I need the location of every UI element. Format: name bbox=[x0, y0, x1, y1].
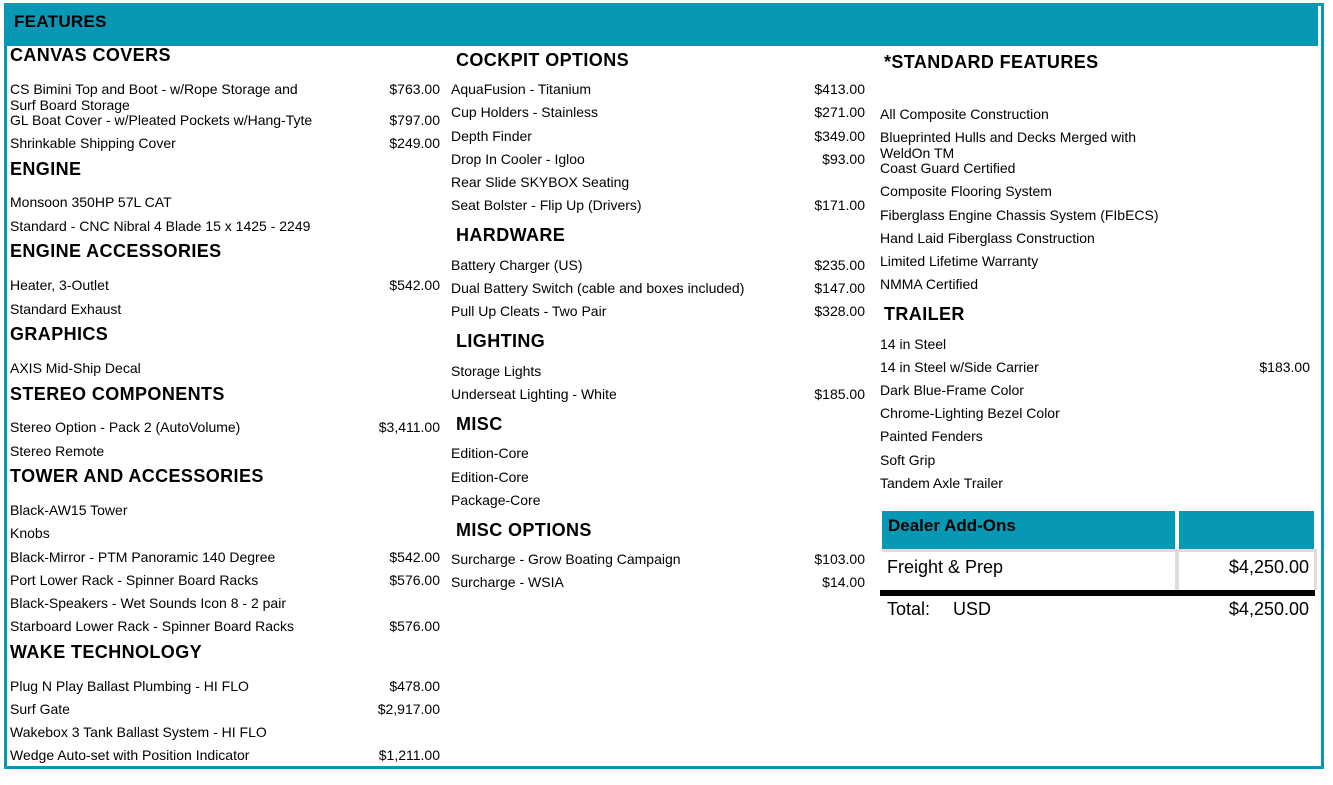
item-name: 14 in Steel w/Side Carrier bbox=[880, 359, 1039, 375]
section-heading-standard-features: *STANDARD FEATURES bbox=[884, 52, 1099, 72]
dealer-item-name: Freight & Prep bbox=[887, 557, 1004, 577]
item-price: $349.00 bbox=[814, 128, 865, 144]
item-price: $235.00 bbox=[814, 257, 865, 273]
item-name: Blueprinted Hulls and Decks Merged with bbox=[880, 129, 1137, 145]
section-heading-cockpit-options: COCKPIT OPTIONS bbox=[456, 50, 630, 70]
section-heading-stereo-components: STEREO COMPONENTS bbox=[10, 384, 225, 404]
section-heading-engine-accessories: ENGINE ACCESSORIES bbox=[10, 241, 222, 261]
item-name: Coast Guard Certified bbox=[880, 160, 1016, 176]
item-name: Wedge Auto-set with Position Indicator bbox=[10, 747, 250, 763]
item-price: $185.00 bbox=[814, 386, 865, 402]
item-name: Hand Laid Fiberglass Construction bbox=[880, 230, 1095, 246]
item-price: $249.00 bbox=[389, 135, 440, 151]
item-name: Standard - CNC Nibral 4 Blade 15 x 1425 - 2249 bbox=[10, 218, 311, 234]
section-heading-hardware: HARDWARE bbox=[456, 225, 566, 245]
item-name: Black-Mirror - PTM Panoramic 140 Degree bbox=[10, 549, 276, 565]
total-rule bbox=[880, 590, 1315, 596]
section-heading-graphics: GRAPHICS bbox=[10, 324, 109, 344]
section-heading-misc-options: MISC OPTIONS bbox=[456, 520, 592, 540]
item-price: $328.00 bbox=[814, 303, 865, 319]
item-price: $171.00 bbox=[814, 197, 865, 213]
item-price: $147.00 bbox=[814, 280, 865, 296]
item-name: Plug N Play Ballast Plumbing - HI FLO bbox=[10, 678, 249, 694]
item-price: $103.00 bbox=[814, 551, 865, 567]
item-name: Black-AW15 Tower bbox=[10, 502, 128, 518]
item-name: Shrinkable Shipping Cover bbox=[10, 135, 176, 151]
item-name: Composite Flooring System bbox=[880, 183, 1052, 199]
item-price: $271.00 bbox=[814, 104, 865, 120]
section-heading-lighting: LIGHTING bbox=[456, 331, 546, 351]
item-name: Wakebox 3 Tank Ballast System - HI FLO bbox=[10, 724, 267, 740]
item-price: $797.00 bbox=[389, 112, 440, 128]
dealer-item-price: $4,250.00 bbox=[1228, 557, 1309, 577]
item-price: $542.00 bbox=[389, 277, 440, 293]
dealer-column-divider bbox=[1175, 549, 1179, 590]
item-name: AXIS Mid-Ship Decal bbox=[10, 360, 141, 376]
item-name: Tandem Axle Trailer bbox=[880, 475, 1003, 491]
item-name: CS Bimini Top and Boot - w/Rope Storage and bbox=[10, 81, 298, 97]
item-name: Surcharge - WSIA bbox=[451, 574, 564, 590]
item-name: Pull Up Cleats - Two Pair bbox=[451, 303, 607, 319]
item-price: $576.00 bbox=[389, 618, 440, 634]
item-name: Starboard Lower Rack - Spinner Board Racks bbox=[10, 618, 295, 634]
total-label: Total: bbox=[887, 599, 931, 619]
features-banner bbox=[4, 3, 1318, 46]
item-price: $413.00 bbox=[814, 81, 865, 97]
item-price: $1,211.00 bbox=[378, 747, 440, 763]
item-name: Monsoon 350HP 57L CAT bbox=[10, 194, 172, 210]
item-name: Seat Bolster - Flip Up (Drivers) bbox=[451, 197, 642, 213]
item-price: $14.00 bbox=[822, 574, 865, 590]
item-name: Cup Holders - Stainless bbox=[451, 104, 599, 120]
item-price: $576.00 bbox=[389, 572, 440, 588]
section-heading-engine: ENGINE bbox=[10, 159, 82, 179]
section-heading-tower-and-accessories: TOWER AND ACCESSORIES bbox=[10, 466, 264, 486]
item-name: Surf Gate bbox=[10, 701, 70, 717]
item-name-continued: WeldOn TM bbox=[880, 145, 955, 161]
item-price: $3,411.00 bbox=[378, 419, 440, 435]
item-name: Dark Blue-Frame Color bbox=[880, 382, 1024, 398]
item-name: Chrome-Lighting Bezel Color bbox=[880, 405, 1060, 421]
item-name: Standard Exhaust bbox=[10, 301, 122, 317]
item-price: $2,917.00 bbox=[377, 701, 440, 717]
item-name: All Composite Construction bbox=[880, 106, 1049, 122]
item-name: Edition-Core bbox=[451, 469, 529, 485]
item-name: Stereo Remote bbox=[10, 443, 105, 459]
item-name: Drop In Cooler - Igloo bbox=[451, 151, 585, 167]
item-name-continued: Surf Board Storage bbox=[10, 97, 130, 113]
total-value: $4,250.00 bbox=[1228, 599, 1309, 619]
item-price: $183.00 bbox=[1259, 359, 1310, 375]
item-name: Heater, 3-Outlet bbox=[10, 277, 109, 293]
item-name: Surcharge - Grow Boating Campaign bbox=[451, 551, 681, 567]
item-name: Fiberglass Engine Chassis System (FIbECS) bbox=[880, 207, 1159, 223]
dealer-addons-title: Dealer Add-Ons bbox=[888, 516, 1016, 535]
dealer-addons-header-price bbox=[1179, 511, 1314, 549]
item-name: Port Lower Rack - Spinner Board Racks bbox=[10, 572, 259, 588]
item-price: $478.00 bbox=[389, 678, 440, 694]
item-name: Stereo Option - Pack 2 (AutoVolume) bbox=[10, 419, 241, 435]
dealer-row-divider bbox=[882, 549, 1314, 552]
section-heading-misc: MISC bbox=[456, 414, 503, 434]
item-name: Package-Core bbox=[451, 492, 541, 508]
total-currency: USD bbox=[953, 599, 992, 619]
item-name: Soft Grip bbox=[880, 452, 936, 468]
item-price: $93.00 bbox=[822, 151, 865, 167]
item-name: AquaFusion - Titanium bbox=[451, 81, 592, 97]
item-name: Edition-Core bbox=[451, 445, 529, 461]
item-name: Rear Slide SKYBOX Seating bbox=[451, 174, 630, 190]
section-heading-canvas-covers: CANVAS COVERS bbox=[10, 45, 171, 65]
item-name: 14 in Steel bbox=[880, 336, 947, 352]
dealer-right-border bbox=[1314, 549, 1317, 590]
features-title: FEATURES bbox=[14, 12, 107, 31]
section-heading-wake-technology: WAKE TECHNOLOGY bbox=[10, 642, 203, 662]
item-name: Limited Lifetime Warranty bbox=[880, 253, 1039, 269]
item-name: GL Boat Cover - w/Pleated Pockets w/Hang-Tyte bbox=[10, 112, 313, 128]
item-name: Dual Battery Switch (cable and boxes included) bbox=[451, 280, 745, 296]
item-name: NMMA Certified bbox=[880, 276, 979, 292]
item-name: Storage Lights bbox=[451, 363, 542, 379]
item-name: Knobs bbox=[10, 525, 50, 541]
item-price: $542.00 bbox=[389, 549, 440, 565]
section-heading-trailer: TRAILER bbox=[884, 304, 965, 324]
item-name: Underseat Lighting - White bbox=[451, 386, 617, 402]
item-price: $763.00 bbox=[389, 81, 440, 97]
item-name: Black-Speakers - Wet Sounds Icon 8 - 2 pair bbox=[10, 595, 286, 611]
item-name: Battery Charger (US) bbox=[451, 257, 583, 273]
item-name: Depth Finder bbox=[451, 128, 532, 144]
item-name: Painted Fenders bbox=[880, 428, 983, 444]
